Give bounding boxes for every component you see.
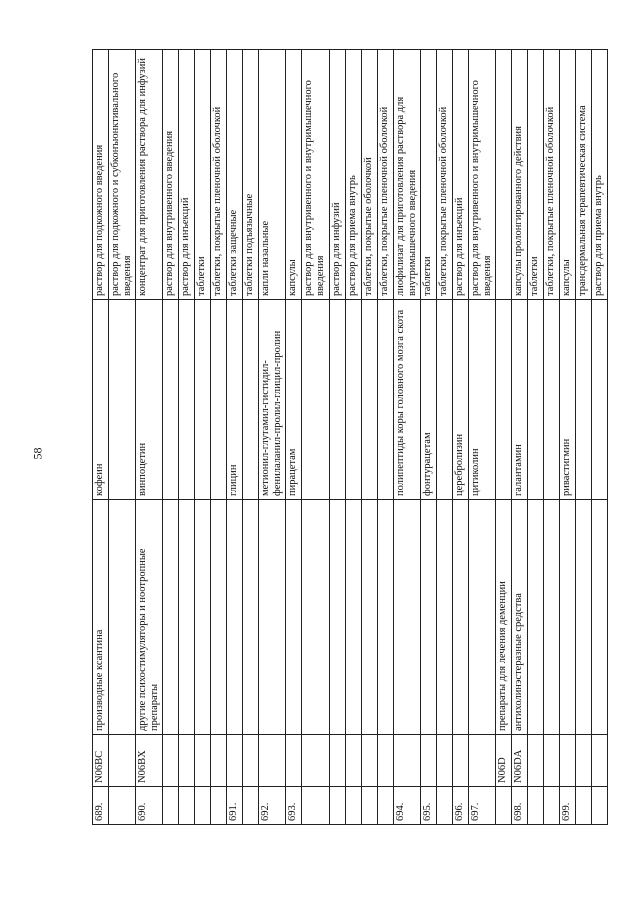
page-number: 58 xyxy=(30,447,45,460)
atc-code-cell xyxy=(575,735,591,787)
inn-cell xyxy=(163,300,179,500)
inn-cell xyxy=(345,300,361,500)
inn-cell xyxy=(361,300,377,500)
table-row xyxy=(136,50,163,825)
pharmacological-group-cell xyxy=(259,500,286,735)
table-row xyxy=(227,50,243,825)
inn-cell: церебролизин xyxy=(452,300,468,500)
drug-table xyxy=(92,49,608,825)
pharmacological-group-cell xyxy=(195,500,211,735)
inn-cell xyxy=(195,300,211,500)
table-row xyxy=(377,50,393,825)
atc-code-cell xyxy=(436,735,452,787)
row-number-cell xyxy=(179,787,195,825)
row-number-cell: 697. xyxy=(468,787,495,825)
table-row xyxy=(393,50,420,825)
row-number-cell xyxy=(361,787,377,825)
atc-code-cell xyxy=(345,735,361,787)
dosage-form-cell: раствор для внутривенного введения xyxy=(163,50,179,300)
dosage-form-cell: капли назальные xyxy=(259,50,286,300)
dosage-form-cell: трансдермальная терапевтическая система xyxy=(575,50,591,300)
table-row xyxy=(93,50,109,825)
inn-cell xyxy=(495,300,511,500)
pharmacological-group-cell: другие психостимуляторы и ноотропные препараты xyxy=(136,500,163,735)
inn-cell xyxy=(591,300,607,500)
atc-code-cell xyxy=(163,735,179,787)
table-row xyxy=(559,50,575,825)
table-row xyxy=(259,50,286,825)
atc-code-cell xyxy=(227,735,243,787)
pharmacological-group-cell xyxy=(591,500,607,735)
row-number-cell xyxy=(195,787,211,825)
pharmacological-group-cell xyxy=(211,500,227,735)
inn-cell: винпоцетин xyxy=(136,300,163,500)
table-row xyxy=(575,50,591,825)
pharmacological-group-cell xyxy=(377,500,393,735)
table-row xyxy=(329,50,345,825)
row-number-cell: 690. xyxy=(136,787,163,825)
table-row xyxy=(361,50,377,825)
atc-code-cell xyxy=(527,735,543,787)
dosage-form-cell: таблетки, покрытые пленочной оболочкой xyxy=(211,50,227,300)
atc-code-cell xyxy=(377,735,393,787)
dosage-form-cell: таблетки, покрытые пленочной оболочкой xyxy=(543,50,559,300)
inn-cell xyxy=(543,300,559,500)
pharmacological-group-cell: антихолинэстеразные средства xyxy=(511,500,527,735)
table-row xyxy=(468,50,495,825)
inn-cell: полипептиды коры головного мозга скота xyxy=(393,300,420,500)
inn-cell: фонтурацетам xyxy=(420,300,436,500)
inn-cell: пирацетам xyxy=(286,300,302,500)
table-row xyxy=(420,50,436,825)
atc-code-cell xyxy=(286,735,302,787)
atc-code-cell xyxy=(302,735,329,787)
row-number-cell xyxy=(345,787,361,825)
inn-cell xyxy=(109,300,136,500)
pharmacological-group-cell xyxy=(109,500,136,735)
pharmacological-group-cell xyxy=(420,500,436,735)
pharmacological-group-cell xyxy=(452,500,468,735)
row-number-cell xyxy=(543,787,559,825)
row-number-cell xyxy=(302,787,329,825)
dosage-form-cell: концентрат для приготовления раствора для инфузий xyxy=(136,50,163,300)
atc-code-cell: N06DA xyxy=(511,735,527,787)
dosage-form-cell: раствор для приема внутрь xyxy=(591,50,607,300)
table-row xyxy=(243,50,259,825)
dosage-form-cell xyxy=(495,50,511,300)
rotated-table-area xyxy=(92,50,604,825)
atc-code-cell xyxy=(559,735,575,787)
pharmacological-group-cell xyxy=(361,500,377,735)
pharmacological-group-cell xyxy=(436,500,452,735)
inn-cell: кофеин xyxy=(93,300,109,500)
dosage-form-cell: раствор для инъекций xyxy=(179,50,195,300)
table-row xyxy=(495,50,511,825)
dosage-form-cell: таблетки защечные xyxy=(227,50,243,300)
row-number-cell xyxy=(436,787,452,825)
atc-code-cell xyxy=(543,735,559,787)
row-number-cell: 696. xyxy=(452,787,468,825)
dosage-form-cell: раствор для инфузий xyxy=(329,50,345,300)
inn-cell: цитиколин xyxy=(468,300,495,500)
table-row xyxy=(452,50,468,825)
row-number-cell xyxy=(575,787,591,825)
dosage-form-cell: раствор для приема внутрь xyxy=(345,50,361,300)
row-number-cell xyxy=(109,787,136,825)
inn-cell xyxy=(436,300,452,500)
pharmacological-group-cell xyxy=(227,500,243,735)
inn-cell xyxy=(575,300,591,500)
dosage-form-cell: таблетки, покрытые пленочной оболочкой xyxy=(436,50,452,300)
table-row xyxy=(345,50,361,825)
atc-code-cell xyxy=(420,735,436,787)
atc-code-cell: N06BX xyxy=(136,735,163,787)
atc-code-cell xyxy=(211,735,227,787)
table-row xyxy=(591,50,607,825)
pharmacological-group-cell xyxy=(179,500,195,735)
row-number-cell: 694. xyxy=(393,787,420,825)
dosage-form-cell: таблетки, покрытые оболочкой xyxy=(361,50,377,300)
pharmacological-group-cell xyxy=(329,500,345,735)
row-number-cell xyxy=(527,787,543,825)
inn-cell xyxy=(377,300,393,500)
table-row xyxy=(436,50,452,825)
table-row xyxy=(511,50,527,825)
pharmacological-group-cell xyxy=(575,500,591,735)
inn-cell: галантамин xyxy=(511,300,527,500)
dosage-form-cell: раствор для внутривенного и внутримышечного введения xyxy=(468,50,495,300)
inn-cell xyxy=(243,300,259,500)
row-number-cell: 698. xyxy=(511,787,527,825)
dosage-form-cell: раствор для подкожного введения xyxy=(93,50,109,300)
pharmacological-group-cell xyxy=(468,500,495,735)
table-row xyxy=(179,50,195,825)
table-row xyxy=(286,50,302,825)
table-row xyxy=(302,50,329,825)
dosage-form-cell: таблетки xyxy=(420,50,436,300)
inn-cell xyxy=(329,300,345,500)
row-number-cell xyxy=(243,787,259,825)
row-number-cell: 689. xyxy=(93,787,109,825)
pharmacological-group-cell: препараты для лечения деменции xyxy=(495,500,511,735)
inn-cell xyxy=(211,300,227,500)
row-number-cell xyxy=(163,787,179,825)
dosage-form-cell: раствор для инъекций xyxy=(452,50,468,300)
row-number-cell: 699. xyxy=(559,787,575,825)
inn-cell: ривастигмин xyxy=(559,300,575,500)
dosage-form-cell: таблетки xyxy=(527,50,543,300)
dosage-form-cell: раствор для подкожного и субконъюнктивального введения xyxy=(109,50,136,300)
atc-code-cell xyxy=(452,735,468,787)
inn-cell: метионил-глутамил-гистидил-фенилаланил-пролил-глицил-пролин xyxy=(259,300,286,500)
row-number-cell xyxy=(591,787,607,825)
atc-code-cell xyxy=(243,735,259,787)
dosage-form-cell: таблетки подъязычные xyxy=(243,50,259,300)
pharmacological-group-cell xyxy=(286,500,302,735)
atc-code-cell xyxy=(468,735,495,787)
dosage-form-cell: капсулы xyxy=(286,50,302,300)
atc-code-cell xyxy=(179,735,195,787)
dosage-form-cell: таблетки xyxy=(195,50,211,300)
row-number-cell: 695. xyxy=(420,787,436,825)
table-row xyxy=(211,50,227,825)
row-number-cell xyxy=(495,787,511,825)
dosage-form-cell: таблетки, покрытые пленочной оболочкой xyxy=(377,50,393,300)
dosage-form-cell: капсулы xyxy=(559,50,575,300)
row-number-cell: 693. xyxy=(286,787,302,825)
row-number-cell xyxy=(211,787,227,825)
table-row xyxy=(163,50,179,825)
pharmacological-group-cell: производные ксантина xyxy=(93,500,109,735)
atc-code-cell: N06BC xyxy=(93,735,109,787)
atc-code-cell xyxy=(361,735,377,787)
dosage-form-cell: лиофилизат для приготовления раствора для внутримышечного введения xyxy=(393,50,420,300)
pharmacological-group-cell xyxy=(243,500,259,735)
drug-table-body xyxy=(93,50,608,825)
dosage-form-cell: капсулы пролонгированного действия xyxy=(511,50,527,300)
row-number-cell xyxy=(329,787,345,825)
pharmacological-group-cell xyxy=(559,500,575,735)
atc-code-cell xyxy=(195,735,211,787)
atc-code-cell xyxy=(393,735,420,787)
pharmacological-group-cell xyxy=(527,500,543,735)
pharmacological-group-cell xyxy=(345,500,361,735)
inn-cell xyxy=(527,300,543,500)
row-number-cell xyxy=(377,787,393,825)
inn-cell xyxy=(179,300,195,500)
table-row xyxy=(527,50,543,825)
pharmacological-group-cell xyxy=(543,500,559,735)
pharmacological-group-cell xyxy=(302,500,329,735)
atc-code-cell: N06D xyxy=(495,735,511,787)
row-number-cell: 691. xyxy=(227,787,243,825)
atc-code-cell xyxy=(109,735,136,787)
table-row xyxy=(543,50,559,825)
pharmacological-group-cell xyxy=(393,500,420,735)
atc-code-cell xyxy=(329,735,345,787)
dosage-form-cell: раствор для внутривенного и внутримышечного введения xyxy=(302,50,329,300)
inn-cell xyxy=(302,300,329,500)
inn-cell: глицин xyxy=(227,300,243,500)
atc-code-cell xyxy=(259,735,286,787)
row-number-cell: 692. xyxy=(259,787,286,825)
pharmacological-group-cell xyxy=(163,500,179,735)
atc-code-cell xyxy=(591,735,607,787)
table-row xyxy=(109,50,136,825)
table-row xyxy=(195,50,211,825)
